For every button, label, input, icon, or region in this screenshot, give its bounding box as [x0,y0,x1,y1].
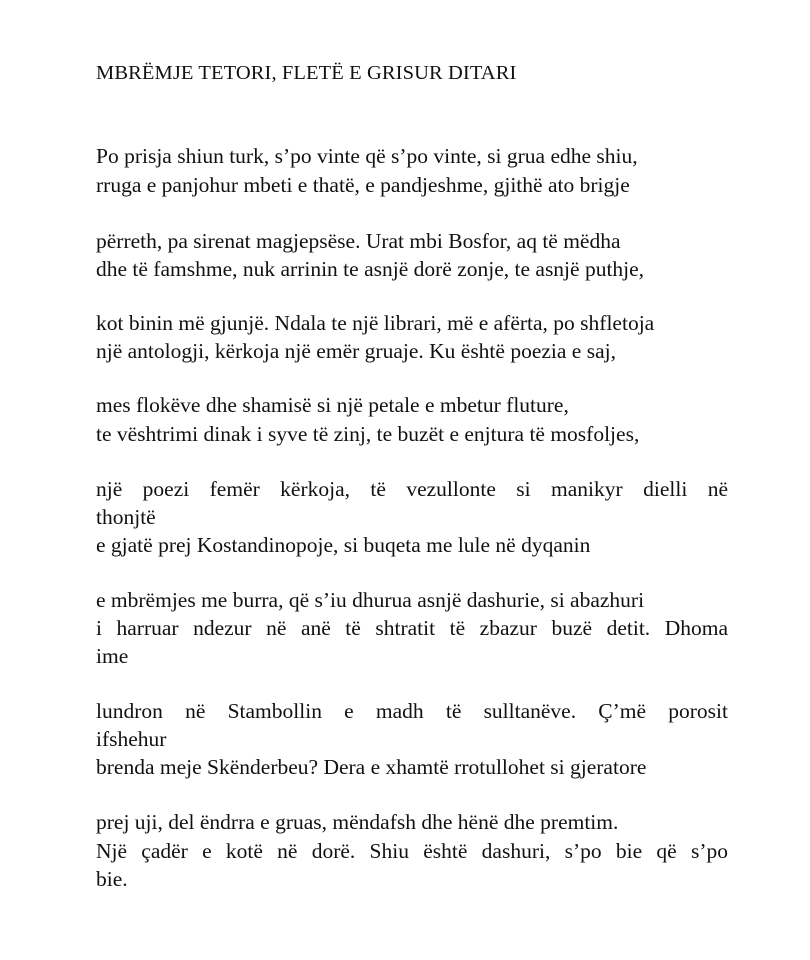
poem-line: një poezi femër kërkoja, të vezullonte si manikyr dielli në [96,477,728,501]
poem-line: thonjtë [96,505,156,529]
poem-line: ime [96,644,129,668]
poem-line: e mbrëmjes me burra, që s’iu dhurua asnjë dashurie, si abazhuri [96,588,645,612]
poem-line: dhe të famshme, nuk arrinin te asnjë dorë zonje, te asnjë puthje, [96,257,645,281]
poem-line: prej uji, del ëndrra e gruas, mëndafsh dhe hënë dhe premtim. [96,810,619,834]
poem-line: ifshehur [96,727,167,751]
poem-line: te vështrimi dinak i syve të zinj, te buzët e enjtura të mosfoljes, [96,422,640,446]
poem-line: Po prisja shiun turk, s’po vinte që s’po vinte, si grua edhe shiu, [96,144,638,168]
poem-line: një antologji, kërkoja një emër gruaje. Ku është poezia e saj, [96,339,616,363]
poem-line: rruga e panjohur mbeti e thatë, e pandjeshme, gjithë ato brigje [96,173,630,197]
poem-title: MBRËMJE TETORI, FLETË E GRISUR DITARI [96,62,517,84]
poem-line: kot binin më gjunjë. Ndala te një librari, më e afërta, po shfletoja [96,311,655,335]
poem-line: e gjatë prej Kostandinopoje, si buqeta me lule në dyqanin [96,533,591,557]
poem-line: Një çadër e kotë në dorë. Shiu është dashuri, s’po bie që s’po [96,839,728,863]
poem-line: përreth, pa sirenat magjepsëse. Urat mbi Bosfor, aq të mëdha [96,229,621,253]
poem-line: brenda meje Skënderbeu? Dera e xhamtë rrotullohet si gjeratore [96,755,647,779]
poem-line: bie. [96,867,128,891]
poem-line: i harruar ndezur në anë të shtratit të zbazur buzë detit. Dhoma [96,616,728,640]
poem-line: mes flokëve dhe shamisë si një petale e mbetur fluture, [96,393,569,417]
poem-line: lundron në Stambollin e madh të sulltanëve. Ç’më porosit [96,699,728,723]
